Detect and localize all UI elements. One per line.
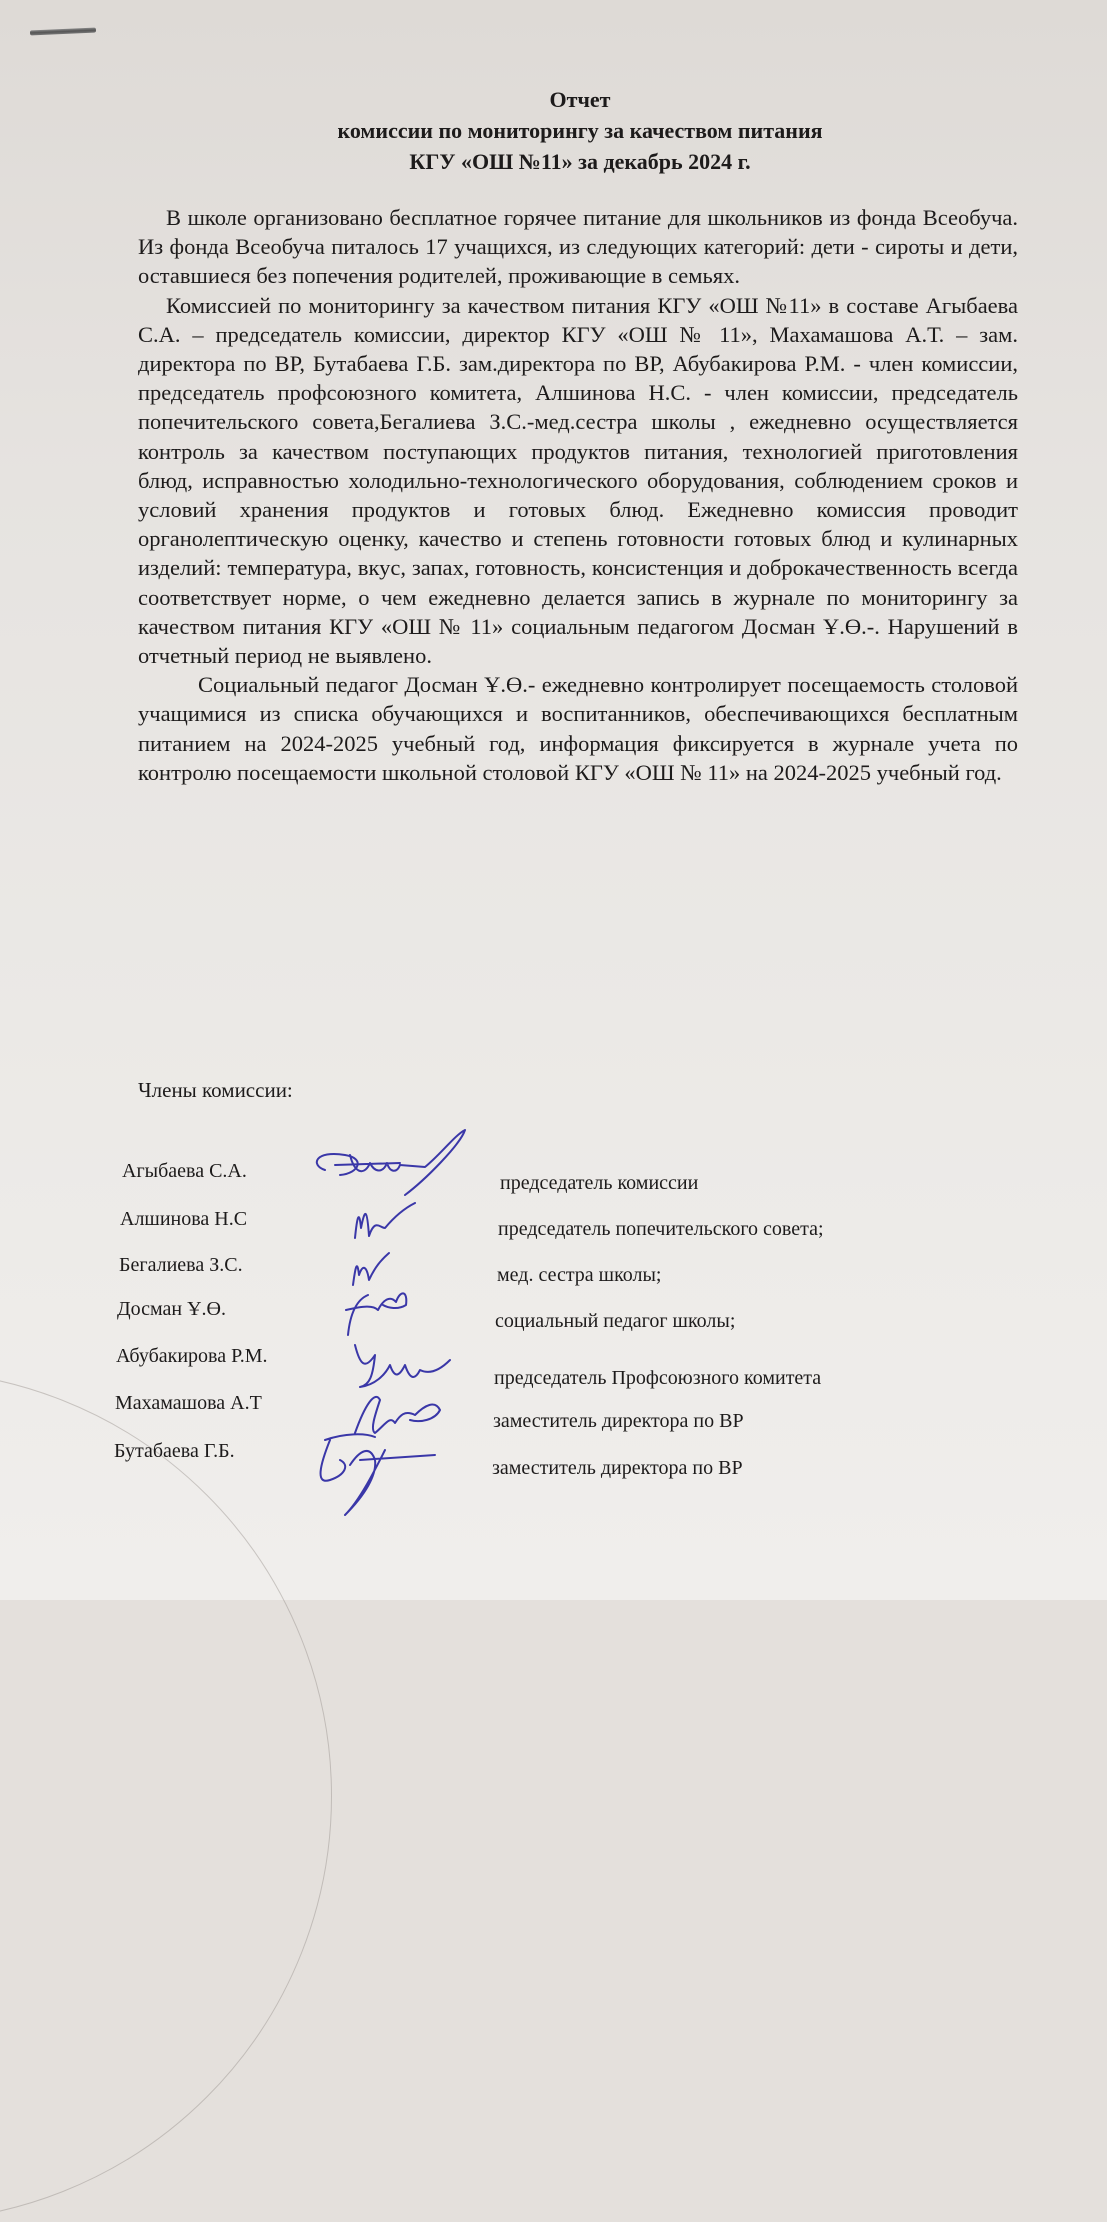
document-title bbox=[0, 84, 1107, 177]
report-body bbox=[138, 203, 1018, 787]
title-line-1: Отчет bbox=[549, 87, 611, 112]
member-name: Бутабаева Г.Б. bbox=[114, 1440, 235, 1462]
members-heading: Члены комиссии: bbox=[138, 1078, 293, 1102]
signature-alshinova bbox=[345, 1198, 425, 1248]
paragraph-attendance: Социальный педагог Досман Ұ.Ө.- ежедневно контролирует посещаемость столовой учащимися из списка обучающихся и воспитанников, обеспечивающихся бесплатным питанием на 2024-2025 учебный год, информация фиксируется в журнале учета по контролю посещаемости школьной столовой КГУ «ОШ № 11» на 2024-2025 учебный год. bbox=[138, 672, 1018, 785]
member-role: заместитель директора по ВР bbox=[492, 1457, 743, 1479]
paragraph-commission: Комиссией по мониторингу за качеством питания КГУ «ОШ №11» в составе Агыбаева С.А. – председатель комиссии, директор КГУ «ОШ № 11», Махамашова А.Т. – зам. директора по ВР, Бутабаева Г.Б. зам.директора по ВР, Абубакирова Р.М. - член комиссии, председатель профсоюзного комитета, Алшинова Н.С. - член комиссии, председатель попечительского совета,Бегалиева З.С.-мед.сестра школы , ежедневно осуществляется контроль за качеством поступающих продуктов питания, технологией приготовления блюд, исправностью холодильно-технологического оборудования, соблюдением сроков и условий хранения продуктов и готовых блюд. Ежедневно комиссия проводит органолептическую оценку, качество и степень готовности готовых блюд и кулинарных изделий: температура, вкус, запах, готовность, консистенция и доброкачественность всегда соответствует норме, о чем ежедневно делается запись в журнале по мониторингу за качеством питания КГУ «ОШ № 11» социальным педагогом Досман Ұ.Ө.-. Нарушений в отчетный период не выявлено. bbox=[138, 292, 1018, 669]
title-line-3: КГУ «ОШ №11» за декабрь 2024 г. bbox=[409, 149, 751, 174]
title-line-2: комиссии по мониторингу за качеством питания bbox=[337, 118, 823, 143]
staple bbox=[30, 28, 96, 36]
member-role: председатель Профсоюзного комитета bbox=[494, 1367, 822, 1389]
signature-agybaeva bbox=[305, 1125, 475, 1205]
member-name: Абубакирова Р.М. bbox=[116, 1345, 268, 1367]
paragraph-funding: В школе организовано бесплатное горячее питание для школьников из фонда Всеобуча. Из фонда Всеобуча питалось 17 учащихся, из следующих категорий: дети - сироты и дети, оставшиеся без попечения родителей, проживающие в семьях. bbox=[138, 205, 1018, 289]
member-name: Агыбаева С.А. bbox=[122, 1160, 247, 1182]
member-role: мед. сестра школы; bbox=[497, 1264, 662, 1286]
member-name: Досман Ұ.Ө. bbox=[117, 1298, 227, 1320]
member-role: социальный педагог школы; bbox=[495, 1310, 736, 1332]
signature-butabaeva bbox=[305, 1425, 445, 1525]
paper-fold-arc bbox=[0, 1370, 332, 2222]
member-role: председатель комиссии bbox=[500, 1172, 699, 1194]
member-name: Махамашова А.Т bbox=[115, 1392, 262, 1414]
member-role: заместитель директора по ВР bbox=[493, 1410, 744, 1432]
member-name: Алшинова Н.С bbox=[120, 1208, 248, 1230]
signature-dosman bbox=[338, 1280, 418, 1340]
member-name: Бегалиева З.С. bbox=[119, 1254, 243, 1276]
member-role: председатель попечительского совета; bbox=[498, 1218, 824, 1240]
